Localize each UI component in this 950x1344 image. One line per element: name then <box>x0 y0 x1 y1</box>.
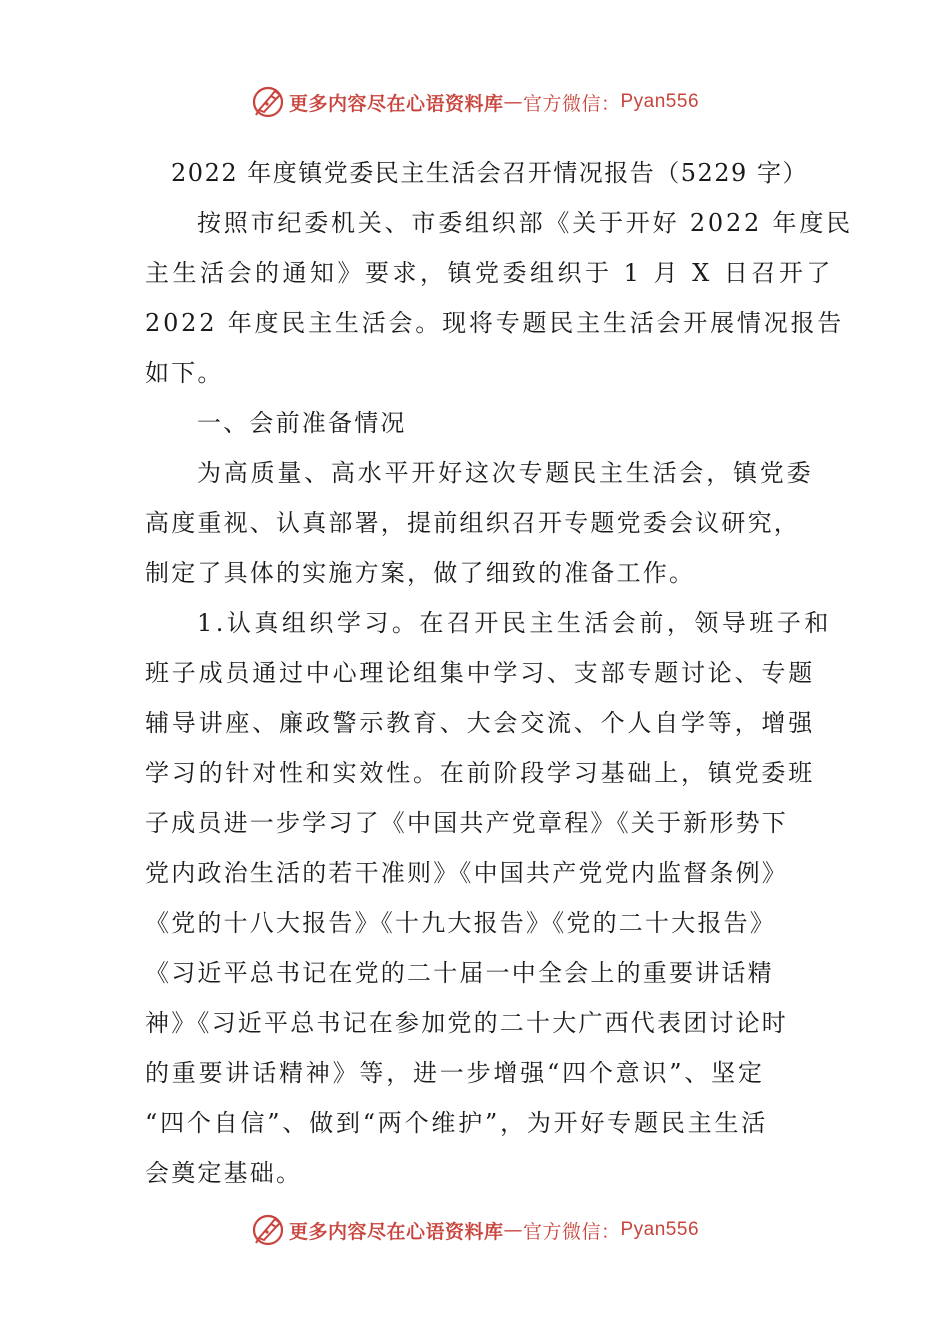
paragraph-line: “四个自信”、做到“两个维护”，为开好专题民主生活 <box>145 1109 769 1137</box>
paragraph-line: 为高质量、高水平开好这次专题民主生活会，镇党委 <box>197 459 814 487</box>
paragraph-line: 《党的十八大报告》《十九大报告》《党的二十大报告》 <box>145 909 776 937</box>
paragraph-line: 2022 年度民主生活会。现将专题民主生活会开展情况报告 <box>145 309 845 337</box>
paragraph-line: 党内政治生活的若干准则》《中国共产党党内监督条例》 <box>145 859 788 887</box>
paragraph-line: 如下。 <box>145 359 224 387</box>
watermark-wechat-id: Pyan556 <box>620 91 700 112</box>
paragraph-line: 主生活会的通知》要求，镇党委组织于 1 月 X 日召开了 <box>145 259 834 287</box>
paragraph-line: 的重要讲话精神》等，进一步增强“四个意识”、坚定 <box>145 1059 765 1087</box>
watermark-brand: 更多内容尽在心语资料库 <box>288 92 504 115</box>
section1-paragraph <box>145 448 814 598</box>
watermark-separator: — <box>503 91 523 113</box>
watermark-wechat-label: 官方微信： <box>522 1220 621 1243</box>
document-body <box>145 148 853 1198</box>
watermark-separator: — <box>503 1219 523 1241</box>
paragraph-line: 会奠定基础。 <box>145 1159 303 1187</box>
watermark-wechat-id: Pyan556 <box>620 1219 700 1240</box>
paragraph-line: 班子成员通过中心理论组集中学习、支部专题讨论、专题 <box>145 659 815 687</box>
watermark-wechat-label: 官方微信： <box>522 92 621 115</box>
watermark-banner-top <box>0 82 950 122</box>
pen-nib-logo-icon <box>251 1213 285 1247</box>
paragraph-line: 子成员进一步学习了《中国共产党章程》《关于新形势下 <box>145 809 788 837</box>
pen-nib-logo-icon <box>251 85 285 119</box>
paragraph-line: 辅导讲座、廉政警示教育、大会交流、个人自学等，增强 <box>145 709 815 737</box>
intro-paragraph <box>145 198 853 398</box>
watermark-brand: 更多内容尽在心语资料库 <box>288 1220 504 1243</box>
document-title: 2022 年度镇党委民主生活会召开情况报告（5229 字） <box>171 159 808 187</box>
paragraph-line: 高度重视、认真部署，提前组织召开专题党委会议研究， <box>145 509 800 537</box>
paragraph-line: 1.认真组织学习。在召开民主生活会前，领导班子和 <box>197 609 832 637</box>
paragraph-line: 《习近平总书记在党的二十届一中全会上的重要讲话精 <box>145 959 774 987</box>
watermark-banner-bottom <box>0 1210 950 1250</box>
paragraph-line: 神》《习近平总书记在参加党的二十大广西代表团讨论时 <box>145 1009 788 1037</box>
paragraph-line: 制定了具体的实施方案，做了细致的准备工作。 <box>145 559 696 587</box>
paragraph-line: 学习的针对性和实效性。在前阶段学习基础上，镇党委班 <box>145 759 815 787</box>
paragraph-line: 按照市纪委机关、市委组织部《关于开好 2022 年度民 <box>197 209 853 237</box>
section-heading: 一、会前准备情况 <box>197 409 407 437</box>
item1-paragraph <box>145 598 832 1198</box>
